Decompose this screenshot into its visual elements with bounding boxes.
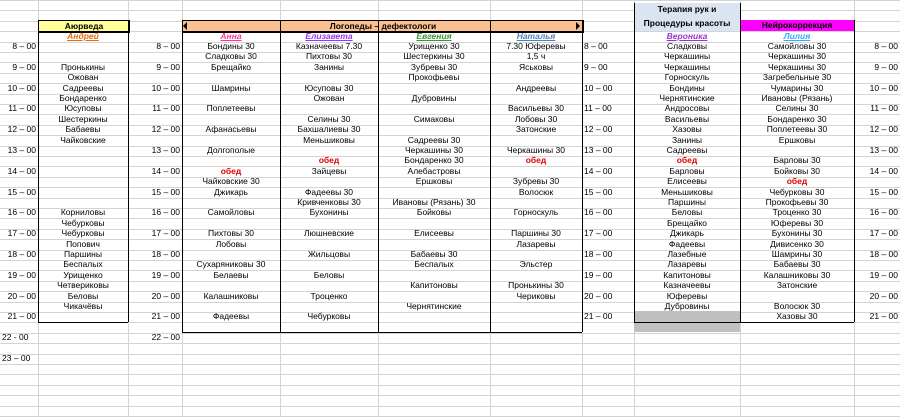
time-label: 20 – 00 bbox=[151, 290, 180, 301]
row-border bbox=[38, 31, 128, 32]
appointment-cell[interactable]: Лобовы 30 bbox=[514, 113, 558, 124]
time-label: 15 – 00 bbox=[869, 186, 898, 197]
time-label: 15 – 00 bbox=[151, 186, 180, 197]
time-label: 15 – 00 bbox=[584, 186, 613, 197]
appointment-cell[interactable]: Садреевы 30 bbox=[407, 134, 461, 145]
appointment-cell[interactable]: Загребельные 30 bbox=[762, 72, 832, 83]
appointment-cell[interactable]: Чайковские 30 bbox=[202, 176, 260, 187]
time-label: 9 – 00 bbox=[874, 61, 898, 72]
appointment-cell[interactable]: Брещайко bbox=[210, 61, 252, 72]
appointment-cell[interactable]: Урищенко 30 bbox=[408, 41, 460, 51]
appointment-cell[interactable] bbox=[490, 249, 582, 259]
time-label: 14 – 00 bbox=[869, 165, 898, 176]
appointment-cell[interactable] bbox=[182, 135, 280, 145]
appointment-cell[interactable]: Самойловы bbox=[207, 207, 255, 218]
appointment-cell[interactable]: Джикарь bbox=[214, 186, 248, 197]
gridline-row bbox=[0, 364, 900, 365]
column-border bbox=[182, 20, 183, 332]
appointment-cell[interactable] bbox=[378, 291, 490, 301]
appointment-cell[interactable]: Бабаевы bbox=[65, 124, 101, 135]
appointment-cell[interactable]: Юферевы bbox=[666, 290, 708, 301]
appointment-cell[interactable]: Бойковы 30 bbox=[773, 165, 821, 176]
appointment-cell[interactable]: Чериковы bbox=[516, 290, 556, 301]
appointment-cell[interactable]: Афанасьевы bbox=[205, 124, 257, 135]
appointment-cell[interactable]: Кривченковы 30 bbox=[297, 197, 361, 207]
row-border bbox=[38, 322, 128, 323]
time-label: 10 – 00 bbox=[151, 82, 180, 93]
appointment-cell[interactable] bbox=[378, 218, 490, 228]
appointment-cell[interactable]: Горноскуль bbox=[664, 72, 710, 83]
appointment-cell[interactable] bbox=[490, 311, 582, 321]
time-label: 22 – 00 bbox=[151, 332, 180, 343]
appointment-cell[interactable]: Меньшиковы bbox=[661, 186, 713, 197]
appointment-cell[interactable]: Чебурковы bbox=[307, 311, 351, 322]
appointment-cell[interactable]: Пронькины 30 bbox=[508, 280, 564, 291]
appointment-cell[interactable] bbox=[280, 72, 378, 82]
appointment-cell[interactable]: Казначеевы 7.30 bbox=[295, 41, 363, 51]
time-label: 13 – 00 bbox=[151, 145, 180, 155]
appointment-cell[interactable]: обед bbox=[318, 155, 340, 166]
appointment-cell[interactable]: Ершковы bbox=[415, 176, 453, 187]
row-border bbox=[182, 332, 582, 333]
appointment-cell[interactable]: Юсуповы 30 bbox=[304, 82, 354, 93]
gridline-row bbox=[0, 10, 900, 11]
appointment-cell[interactable]: Зубревы 30 bbox=[410, 61, 458, 72]
appointment-cell[interactable]: Сладковы 30 bbox=[205, 51, 257, 62]
appointment-cell[interactable]: Чебурковы bbox=[61, 217, 105, 228]
appointment-cell[interactable]: Ивановы (Рязань) 30 bbox=[392, 197, 476, 207]
appointment-cell[interactable]: Барловы 30 bbox=[773, 155, 821, 166]
appointment-cell[interactable]: Ожован bbox=[313, 93, 345, 103]
gridline-row bbox=[0, 343, 900, 344]
appointment-cell[interactable]: Дивисенко 30 bbox=[770, 238, 824, 249]
specialist-name-liliya: Лилия bbox=[783, 31, 811, 41]
time-label: 16 – 00 bbox=[869, 207, 898, 218]
gridline-row bbox=[0, 0, 900, 1]
appointment-cell[interactable]: Пихтовы 30 bbox=[208, 228, 254, 239]
appointment-cell[interactable]: Дубровины bbox=[664, 301, 710, 311]
appointment-cell[interactable] bbox=[280, 145, 378, 155]
time-label: 10 – 00 bbox=[584, 82, 613, 93]
appointment-cell[interactable] bbox=[280, 301, 378, 311]
time-label: 12 – 00 bbox=[584, 124, 613, 135]
terapiya-header-line2: Процедуры красоты bbox=[634, 15, 740, 31]
appointment-cell[interactable] bbox=[740, 145, 854, 155]
appointment-cell[interactable]: Фадеевы 30 bbox=[304, 186, 354, 197]
time-label: 12 – 00 bbox=[869, 124, 898, 135]
column-border bbox=[38, 20, 39, 322]
column-border bbox=[854, 20, 855, 322]
gridline-row bbox=[0, 354, 900, 355]
time-label: 18 – 00 bbox=[869, 249, 898, 259]
appointment-cell[interactable]: Селины 30 bbox=[307, 113, 351, 124]
time-label: 18 – 00 bbox=[7, 249, 36, 259]
appointment-cell[interactable] bbox=[490, 135, 582, 145]
time-label: 13 – 00 bbox=[869, 145, 898, 155]
time-label: 13 – 00 bbox=[584, 145, 613, 155]
appointment-cell[interactable]: Лазебные bbox=[667, 249, 707, 259]
appointment-cell[interactable] bbox=[280, 259, 378, 269]
time-label: 19 – 00 bbox=[869, 269, 898, 280]
row-border bbox=[634, 322, 854, 323]
appointment-cell[interactable] bbox=[280, 280, 378, 290]
appointment-cell[interactable] bbox=[378, 124, 490, 134]
appointment-cell[interactable]: Лазаревы bbox=[516, 238, 556, 249]
appointment-cell[interactable]: Садреевы bbox=[666, 145, 708, 155]
neyro-header: Нейрокоррекция bbox=[740, 20, 854, 31]
appointment-cell[interactable]: Барловы bbox=[669, 165, 705, 176]
appointment-cell[interactable]: Пронькины bbox=[61, 61, 105, 72]
appointment-cell[interactable] bbox=[490, 72, 582, 82]
appointment-cell[interactable]: Паршины bbox=[668, 197, 706, 207]
appointment-cell[interactable] bbox=[182, 197, 280, 207]
appointment-cell[interactable]: Паршины bbox=[64, 249, 102, 259]
appointment-cell[interactable]: Урищенко bbox=[63, 269, 103, 280]
specialist-name-anna: Анна bbox=[220, 31, 242, 41]
appointment-cell[interactable]: Бондины bbox=[669, 82, 705, 93]
appointment-cell[interactable]: Чумарины 30 bbox=[770, 82, 824, 93]
appointment-cell[interactable]: Садреевы bbox=[62, 82, 104, 93]
appointment-cell[interactable] bbox=[490, 166, 582, 176]
appointment-cell[interactable]: Беспалых bbox=[63, 259, 103, 270]
appointment-cell[interactable]: Шестеркины 30 bbox=[403, 51, 465, 62]
specialist-name-evgeniya: Евгения bbox=[416, 31, 452, 41]
appointment-cell[interactable]: Капитоновы bbox=[410, 280, 458, 291]
column-border bbox=[280, 20, 281, 332]
appointment-cell[interactable]: Белаевы bbox=[213, 269, 249, 280]
time-label: 17 – 00 bbox=[7, 228, 36, 239]
time-label: 21 – 00 bbox=[151, 311, 180, 322]
appointment-cell[interactable]: Четвериковы bbox=[57, 280, 109, 291]
appointment-cell[interactable]: 1,5 ч bbox=[526, 51, 546, 62]
terapiya-header-line1: Терапия рук и bbox=[634, 3, 740, 15]
time-label: 10 – 00 bbox=[869, 82, 898, 93]
appointment-cell[interactable] bbox=[280, 239, 378, 249]
appointment-cell[interactable]: Симаковы bbox=[413, 113, 455, 124]
appointment-cell[interactable]: Паршины 30 bbox=[511, 228, 561, 239]
appointment-cell[interactable] bbox=[490, 93, 582, 103]
appointment-cell[interactable]: Хазовы bbox=[672, 124, 702, 135]
appointment-cell[interactable]: Прокофьевы bbox=[408, 72, 460, 83]
appointment-cell[interactable] bbox=[38, 311, 128, 321]
time-label: 22 - 00 bbox=[2, 332, 29, 343]
appointment-cell[interactable]: обед bbox=[786, 176, 808, 187]
appointment-cell[interactable] bbox=[38, 51, 128, 61]
appointment-cell[interactable]: Поплетеевы 30 bbox=[766, 124, 828, 135]
appointment-cell[interactable] bbox=[182, 249, 280, 259]
specialist-name-andrey: Андрей bbox=[67, 31, 99, 41]
appointment-cell[interactable] bbox=[182, 280, 280, 290]
scroll-right-arrow-icon[interactable] bbox=[576, 22, 580, 30]
appointment-cell[interactable]: Черкашины 30 bbox=[405, 145, 463, 155]
row-border bbox=[182, 31, 582, 32]
time-label: 19 – 00 bbox=[151, 269, 180, 280]
appointment-cell[interactable]: Бухонины bbox=[309, 207, 349, 218]
appointment-cell[interactable]: Шамрины bbox=[211, 82, 251, 93]
appointment-cell[interactable]: Прокофьевы 30 bbox=[765, 197, 829, 207]
appointment-cell[interactable] bbox=[280, 176, 378, 186]
appointment-cell[interactable]: Бухонины 30 bbox=[771, 228, 823, 239]
logopedy-header: Логопеды – дефектологи bbox=[182, 20, 584, 33]
appointment-cell[interactable]: обед bbox=[220, 165, 242, 176]
appointment-cell[interactable] bbox=[38, 166, 128, 176]
appointment-cell[interactable]: Дубровины bbox=[411, 93, 457, 103]
time-label: 12 – 00 bbox=[7, 124, 36, 135]
appointment-cell[interactable] bbox=[182, 218, 280, 228]
time-label: 21 – 00 bbox=[584, 311, 613, 322]
time-label: 11 – 00 bbox=[870, 103, 898, 114]
appointment-cell[interactable]: Ивановы (Рязань) bbox=[761, 93, 833, 103]
appointment-cell[interactable]: Алебастровы bbox=[407, 165, 461, 176]
appointment-cell[interactable] bbox=[378, 83, 490, 93]
time-label: 11 – 00 bbox=[8, 103, 36, 114]
time-label: 15 – 00 bbox=[7, 186, 36, 197]
time-label: 17 – 00 bbox=[584, 228, 613, 239]
appointment-cell[interactable]: Джикарь bbox=[670, 228, 704, 239]
appointment-cell[interactable]: Чайковские bbox=[60, 134, 106, 145]
appointment-cell[interactable] bbox=[490, 218, 582, 228]
appointment-cell[interactable] bbox=[182, 301, 280, 311]
appointment-cell[interactable] bbox=[38, 197, 128, 207]
appointment-cell[interactable] bbox=[182, 114, 280, 124]
appointment-cell[interactable]: Яськовы bbox=[519, 61, 553, 72]
appointment-cell[interactable]: Самойловы 30 bbox=[767, 41, 827, 51]
appointment-cell[interactable]: Фадеевы bbox=[668, 238, 706, 249]
appointment-cell[interactable] bbox=[490, 301, 582, 311]
appointment-cell[interactable] bbox=[182, 155, 280, 165]
appointment-cell[interactable]: Фадеевы bbox=[212, 311, 250, 322]
appointment-cell[interactable]: Юферевы 30 bbox=[770, 217, 824, 228]
appointment-cell[interactable]: Бабаевы 30 bbox=[773, 259, 821, 270]
appointment-cell[interactable]: Поплетеевы bbox=[206, 103, 256, 114]
appointment-cell[interactable] bbox=[182, 72, 280, 82]
appointment-cell[interactable]: Долгополые bbox=[207, 145, 255, 155]
time-label: 8 – 00 bbox=[874, 41, 898, 51]
column-border bbox=[378, 20, 379, 332]
appointment-cell[interactable]: Елисеевы bbox=[667, 176, 707, 187]
appointment-cell[interactable]: Бондины 30 bbox=[207, 41, 255, 51]
appointment-cell[interactable]: Лазаревы bbox=[667, 259, 707, 270]
appointment-cell[interactable]: Троценко bbox=[310, 290, 348, 301]
column-border bbox=[490, 20, 491, 332]
time-label: 16 – 00 bbox=[584, 207, 613, 218]
time-label: 9 – 00 bbox=[12, 61, 36, 72]
time-label: 21 – 00 bbox=[869, 311, 898, 322]
appointment-cell[interactable]: Эльстер bbox=[519, 259, 553, 270]
appointment-cell[interactable]: Бондаренко bbox=[59, 93, 107, 103]
specialist-name-veronika: Вероника bbox=[666, 31, 708, 41]
appointment-cell[interactable]: Калашниковы bbox=[203, 290, 259, 301]
time-label: 19 – 00 bbox=[584, 269, 613, 280]
appointment-cell[interactable]: Беловы bbox=[67, 290, 99, 301]
appointment-cell[interactable] bbox=[490, 197, 582, 207]
time-label: 17 – 00 bbox=[151, 228, 180, 239]
appointment-cell[interactable]: Ершковы bbox=[778, 134, 816, 145]
appointment-cell[interactable]: обед bbox=[525, 155, 547, 166]
time-label: 18 – 00 bbox=[151, 249, 180, 259]
time-label: 16 – 00 bbox=[7, 207, 36, 218]
time-label: 18 – 00 bbox=[584, 249, 613, 259]
time-label: 9 – 00 bbox=[584, 61, 608, 72]
appointment-cell[interactable]: Шестеркины bbox=[58, 113, 108, 124]
row-border bbox=[182, 20, 582, 21]
appointment-cell[interactable]: Волосюк 30 bbox=[773, 301, 821, 311]
appointment-cell[interactable]: Бондаренко 30 bbox=[404, 155, 464, 166]
appointment-cell[interactable]: Волосюк bbox=[518, 186, 554, 197]
appointment-cell[interactable]: Чебурковы 30 bbox=[769, 186, 825, 197]
appointment-cell[interactable]: Капитоновы bbox=[663, 269, 711, 280]
appointment-cell[interactable]: Чернятинские bbox=[659, 93, 715, 103]
appointment-cell[interactable]: Казначеевы bbox=[663, 280, 711, 291]
appointment-cell[interactable]: Селины 30 bbox=[775, 103, 819, 114]
time-label: 8 – 00 bbox=[12, 41, 36, 51]
appointment-cell[interactable]: Черкашины 30 bbox=[507, 145, 565, 155]
appointment-cell[interactable]: Занины bbox=[671, 134, 703, 145]
appointment-cell[interactable]: Хазовы 30 bbox=[776, 311, 818, 322]
appointment-cell[interactable]: Брещайко bbox=[666, 217, 708, 228]
appointment-cell[interactable]: Черкашины bbox=[663, 51, 711, 62]
time-label: 20 – 00 bbox=[7, 290, 36, 301]
appointment-cell[interactable] bbox=[634, 311, 740, 321]
appointment-cell[interactable]: Сухаряниковы 30 bbox=[196, 259, 266, 270]
appointment-cell[interactable] bbox=[182, 93, 280, 103]
scroll-left-arrow-icon[interactable] bbox=[183, 22, 187, 30]
time-label: 8 – 00 bbox=[156, 41, 180, 51]
appointment-cell[interactable] bbox=[378, 103, 490, 113]
time-label: 17 – 00 bbox=[869, 228, 898, 239]
specialist-name-elizaveta: Елизавета bbox=[305, 31, 353, 41]
appointment-cell[interactable]: Ожован bbox=[67, 72, 99, 83]
time-label: 10 – 00 bbox=[7, 82, 36, 93]
appointment-cell[interactable]: Елисеевы bbox=[414, 228, 454, 239]
gridline-row bbox=[0, 374, 900, 375]
appointment-cell[interactable]: Бахшалиевы 30 bbox=[297, 124, 361, 135]
time-label: 9 – 00 bbox=[156, 61, 180, 72]
column-border bbox=[128, 20, 129, 322]
time-label: 8 – 00 bbox=[584, 41, 608, 51]
appointment-cell[interactable]: Черкашины 30 bbox=[768, 51, 826, 62]
appointment-cell[interactable]: Чебурковы bbox=[61, 228, 105, 239]
appointment-cell[interactable] bbox=[378, 311, 490, 321]
appointment-cell[interactable]: Занины bbox=[313, 61, 345, 72]
appointment-cell[interactable]: Васильевы 30 bbox=[508, 103, 564, 114]
column-border bbox=[740, 3, 741, 322]
appointment-cell[interactable]: Жильцовы bbox=[307, 249, 351, 259]
time-label: 20 – 00 bbox=[584, 290, 613, 301]
time-label: 14 – 00 bbox=[151, 165, 180, 176]
column-border bbox=[634, 3, 635, 322]
specialist-name-natalya: Наталья bbox=[516, 31, 556, 41]
appointment-cell[interactable]: Бойковы bbox=[416, 207, 452, 218]
appointment-cell[interactable] bbox=[38, 41, 128, 51]
gridline-row bbox=[0, 385, 900, 386]
appointment-cell[interactable]: Зубревы 30 bbox=[512, 176, 560, 187]
ayurveda-header: Аюрведа bbox=[38, 20, 130, 33]
appointment-cell[interactable]: Горноскуль bbox=[513, 207, 559, 218]
appointment-cell[interactable] bbox=[38, 155, 128, 165]
appointment-cell[interactable]: Меньшиковы bbox=[303, 134, 355, 145]
appointment-cell[interactable]: обед bbox=[676, 155, 698, 166]
gridline-row bbox=[0, 406, 900, 407]
time-label: 12 – 00 bbox=[151, 124, 180, 135]
row-border bbox=[38, 20, 128, 21]
appointment-cell[interactable]: Беспалых bbox=[414, 259, 454, 270]
appointment-cell[interactable]: Андросовы bbox=[664, 103, 710, 114]
appointment-cell[interactable]: Люшневские bbox=[303, 228, 355, 239]
appointment-cell[interactable]: Черкашины 30 bbox=[768, 61, 826, 72]
appointment-cell[interactable]: Калашниковы 30 bbox=[763, 269, 831, 280]
appointment-cell[interactable]: Черкашины bbox=[663, 61, 711, 72]
appointment-cell[interactable]: Андреевы bbox=[515, 82, 557, 93]
time-label: 23 – 00 bbox=[2, 353, 31, 363]
time-label: 11 – 00 bbox=[152, 103, 180, 114]
appointment-cell[interactable] bbox=[38, 187, 128, 197]
time-label: 14 – 00 bbox=[7, 165, 36, 176]
gridline-row bbox=[0, 395, 900, 396]
time-label: 19 – 00 bbox=[7, 269, 36, 280]
time-label: 14 – 00 bbox=[584, 165, 613, 176]
appointment-cell[interactable] bbox=[280, 218, 378, 228]
appointment-cell[interactable]: Затонские bbox=[515, 124, 557, 135]
appointment-cell[interactable]: Юсуповы bbox=[64, 103, 102, 114]
appointment-cell[interactable] bbox=[378, 270, 490, 280]
time-label: 11 – 00 bbox=[584, 103, 612, 114]
appointment-cell[interactable]: Чернятинские bbox=[406, 301, 462, 311]
appointment-cell[interactable] bbox=[740, 291, 854, 301]
appointment-cell[interactable]: Шамрины 30 bbox=[771, 249, 823, 259]
time-label: 13 – 00 bbox=[7, 145, 36, 155]
time-label: 21 – 00 bbox=[7, 311, 36, 322]
appointment-cell[interactable]: Попович bbox=[66, 238, 100, 249]
appointment-cell[interactable]: Затонские bbox=[776, 280, 818, 291]
appointment-cell[interactable]: Сладковы bbox=[667, 41, 707, 51]
column-border bbox=[582, 20, 583, 332]
time-label: 20 – 00 bbox=[869, 290, 898, 301]
appointment-cell[interactable] bbox=[280, 103, 378, 113]
appointment-cell[interactable]: Лобовы bbox=[215, 238, 247, 249]
appointment-cell[interactable]: Чикачёвы bbox=[63, 301, 103, 311]
appointment-cell[interactable]: Троценко 30 bbox=[772, 207, 822, 218]
appointment-cell[interactable] bbox=[38, 145, 128, 155]
appointment-cell[interactable] bbox=[378, 187, 490, 197]
appointment-cell[interactable]: Васильевы bbox=[664, 113, 710, 124]
appointment-cell[interactable]: Беловы bbox=[671, 207, 703, 218]
appointment-cell[interactable]: Бондаренко 30 bbox=[767, 113, 827, 124]
appointment-cell[interactable]: Корниловы bbox=[60, 207, 106, 218]
time-label: 16 – 00 bbox=[151, 207, 180, 218]
appointment-cell[interactable] bbox=[490, 270, 582, 280]
appointment-cell[interactable]: Бабаевы 30 bbox=[410, 249, 458, 259]
appointment-cell[interactable]: 7.30 Юферевы bbox=[506, 41, 566, 51]
appointment-cell[interactable] bbox=[38, 176, 128, 186]
appointment-cell[interactable]: Беловы bbox=[313, 269, 345, 280]
appointment-cell[interactable]: Пихтовы 30 bbox=[306, 51, 352, 62]
appointment-cell[interactable] bbox=[378, 239, 490, 249]
appointment-cell[interactable]: Зайцевы bbox=[311, 165, 347, 176]
